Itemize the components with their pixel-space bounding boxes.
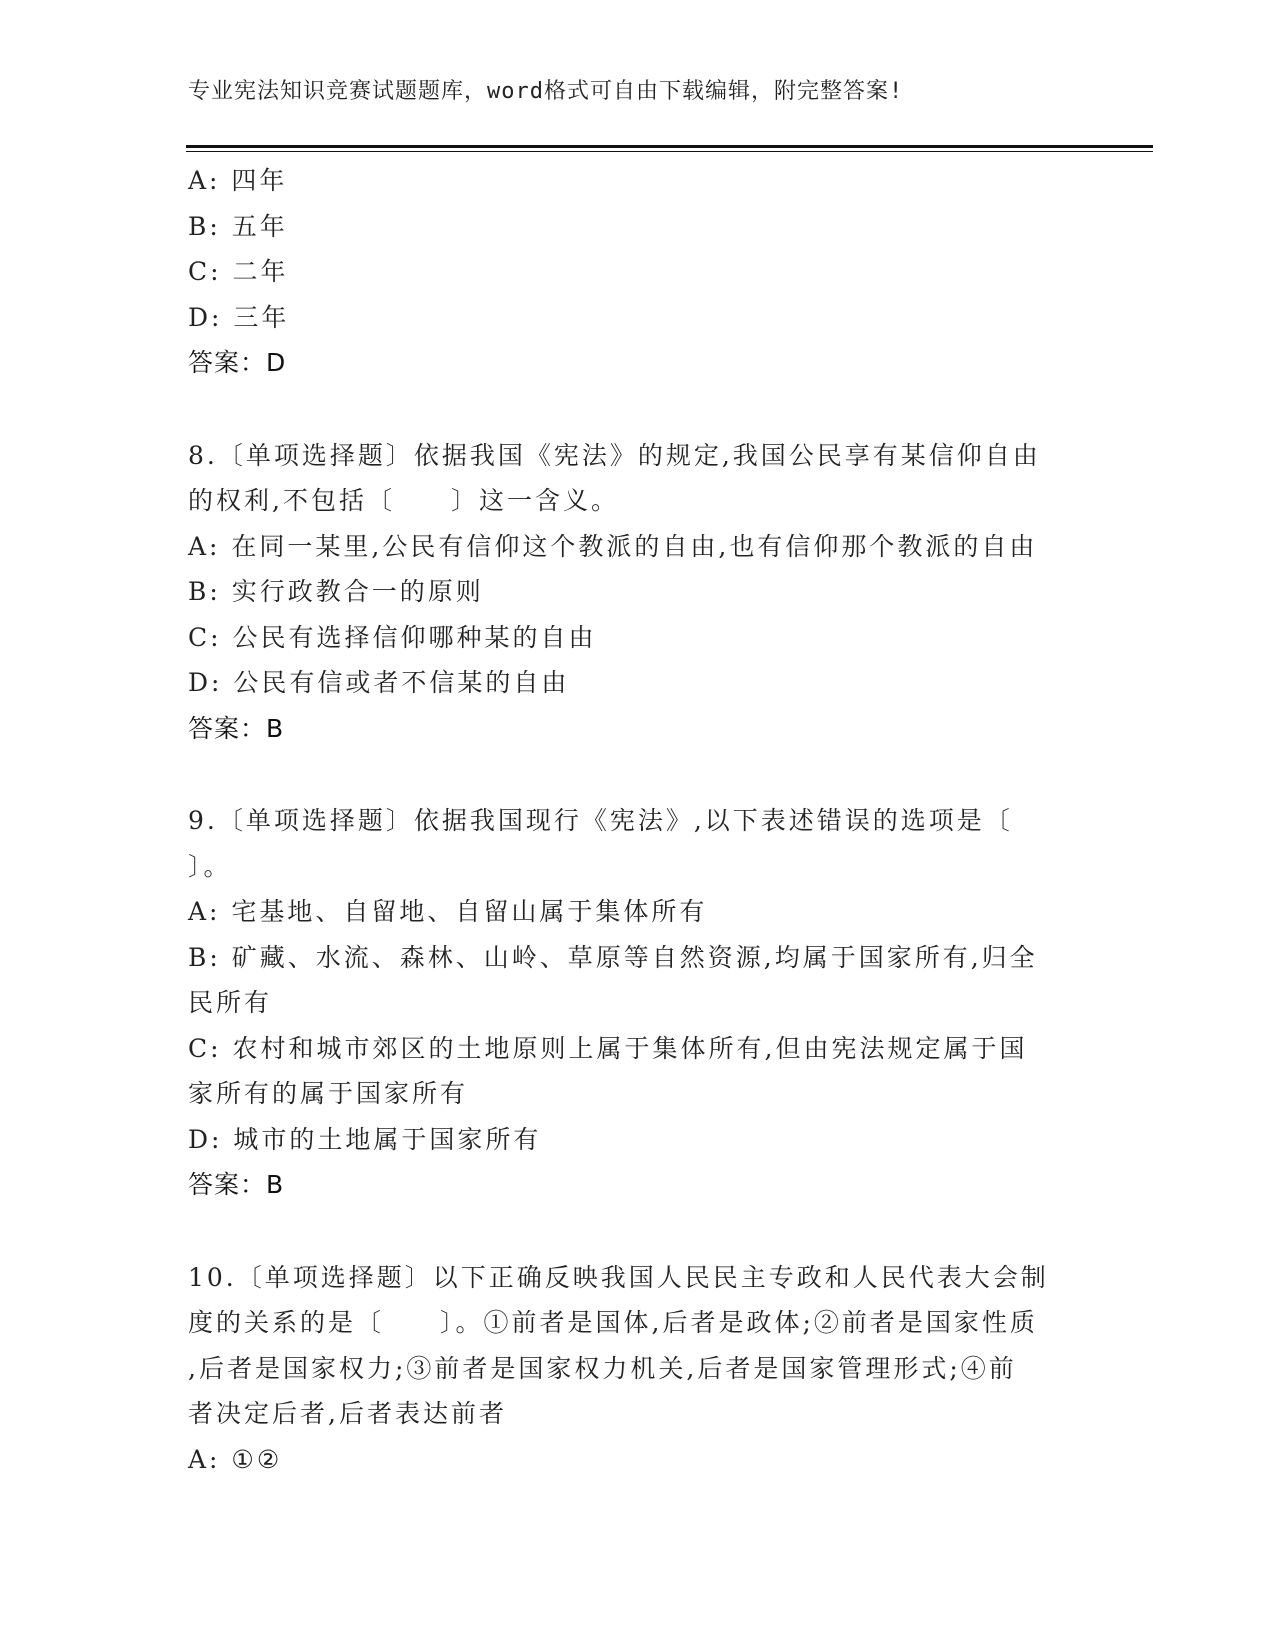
header-divider xyxy=(186,145,1153,152)
answer: 答案：B xyxy=(188,713,285,743)
option-c-continued: 家所有的属于国家所有 xyxy=(188,1079,469,1108)
question-stem-line: 9.〔单项选择题〕依据我国现行《宪法》,以下表述错误的选项是〔 xyxy=(188,806,1013,835)
question-stem-line: 的权利,不包括〔 〕这一含义。 xyxy=(188,486,619,515)
question-stem-line: ,后者是国家权力;③前者是国家权力机关,后者是国家管理形式;④前 xyxy=(188,1353,1017,1383)
option-c: C: 二年 xyxy=(188,257,289,286)
option-c: C: 公民有选择信仰哪种某的自由 xyxy=(188,622,597,652)
option-a: A: ①② xyxy=(188,1444,283,1474)
option-b: B: 实行政教合一的原则 xyxy=(188,577,484,606)
document-body xyxy=(188,158,1088,1482)
option-b-continued: 民所有 xyxy=(188,988,273,1017)
answer: 答案：B xyxy=(188,1170,285,1199)
question-10 xyxy=(188,1255,1088,1483)
option-d: D: 三年 xyxy=(188,302,290,332)
option-d: D: 城市的土地属于国家所有 xyxy=(188,1124,542,1154)
option-a: A: 在同一某里,公民有信仰这个教派的自由,也有信仰那个教派的自由 xyxy=(188,531,1038,561)
answer: 答案：D xyxy=(188,348,287,377)
option-a: A: 四年 xyxy=(188,166,288,195)
question-stem-line: 8.〔单项选择题〕依据我国《宪法》的规定,我国公民享有某信仰自由 xyxy=(188,440,1041,470)
option-a: A: 宅基地、自留地、自留山属于集体所有 xyxy=(188,897,708,926)
question-stem-line: 者决定后者,后者表达前者 xyxy=(188,1399,507,1428)
option-b: B: 矿藏、水流、森林、山岭、草原等自然资源,均属于国家所有,归全 xyxy=(188,942,1038,972)
question-stem-line: 10.〔单项选择题〕以下正确反映我国人民民主专政和人民代表大会制 xyxy=(188,1262,1049,1292)
option-b: B: 五年 xyxy=(188,211,288,241)
question-stem-line: 〕。 xyxy=(188,851,232,881)
question-7-tail xyxy=(188,158,1088,386)
question-9 xyxy=(188,798,1088,1208)
question-stem-line: 度的关系的是〔 〕。①前者是国体,后者是政体;②前者是国家性质 xyxy=(188,1308,1038,1337)
option-c: C: 农村和城市郊区的土地原则上属于集体所有,但由宪法规定属于国 xyxy=(188,1033,1028,1063)
option-d: D: 公民有信或者不信某的自由 xyxy=(188,668,570,697)
header-text: 专业宪法知识竞赛试题题库，word格式可自由下载编辑，附完整答案! xyxy=(188,79,904,104)
question-8 xyxy=(188,433,1088,752)
